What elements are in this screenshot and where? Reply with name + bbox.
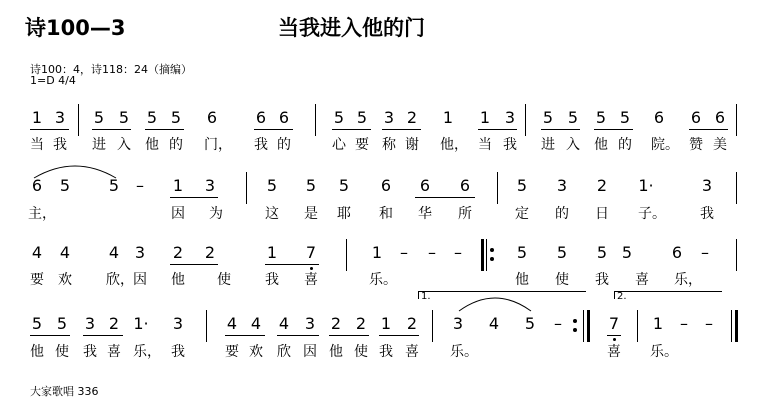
- lyric: 日: [595, 206, 609, 222]
- lyric: 这: [265, 206, 279, 222]
- lyric: 喜: [405, 344, 419, 360]
- underline: [415, 197, 475, 198]
- volta-2-label: 2.: [617, 291, 627, 302]
- note: 2: [172, 243, 184, 262]
- lyric: 乐，: [674, 272, 702, 288]
- lyric: 因: [171, 206, 185, 222]
- note: 6: [206, 108, 218, 127]
- note: 6: [653, 108, 665, 127]
- lyric: 欣，: [106, 272, 134, 288]
- note: 1: [442, 108, 454, 127]
- underline: [277, 335, 319, 336]
- note: 2: [108, 314, 120, 333]
- lyric: 使: [55, 344, 69, 360]
- note: –: [680, 314, 688, 333]
- lyric: 喜: [304, 272, 318, 288]
- lyric: 乐。: [450, 344, 478, 360]
- note: 3: [304, 314, 316, 333]
- note: 3: [134, 243, 146, 262]
- note: 4: [278, 314, 290, 333]
- lyric: 要: [30, 272, 44, 288]
- lyric: 我: [265, 272, 279, 288]
- note: 3: [54, 108, 66, 127]
- note: 5: [59, 176, 71, 195]
- lyric: 喜: [107, 344, 121, 360]
- note: –: [705, 314, 713, 333]
- barline: [497, 172, 498, 204]
- underline: [607, 335, 621, 336]
- lyric: 欢: [58, 272, 72, 288]
- lyric: 我: [700, 206, 714, 222]
- underline: [145, 129, 184, 130]
- lower-octave-dot: [613, 338, 616, 341]
- slur: [455, 293, 535, 313]
- lyric: 定: [515, 206, 529, 222]
- note: 4: [31, 243, 43, 262]
- note: 1: [380, 314, 392, 333]
- note: –: [454, 243, 462, 262]
- volta-1-bracket: [418, 291, 586, 292]
- lyric: 我: [254, 137, 268, 153]
- underline: [170, 197, 218, 198]
- note: 5: [356, 108, 368, 127]
- lyric: 因: [303, 344, 317, 360]
- note: 6: [714, 108, 726, 127]
- note: 5: [516, 243, 528, 262]
- barline: [583, 310, 584, 342]
- note: 6: [31, 176, 43, 195]
- lyric: 入: [566, 137, 580, 153]
- lyric: 赞: [689, 137, 703, 153]
- underline: [225, 335, 265, 336]
- note: 3: [172, 314, 184, 333]
- note: 5: [338, 176, 350, 195]
- lyric: 进: [92, 137, 106, 153]
- note: 3: [452, 314, 464, 333]
- volta-1-label: 1.: [421, 291, 431, 302]
- lyric: 门，: [204, 137, 232, 153]
- lyric: 乐，: [133, 344, 161, 360]
- barline: [731, 310, 732, 342]
- lyric: 他: [30, 344, 44, 360]
- note: 5: [31, 314, 43, 333]
- note: 5: [516, 176, 528, 195]
- note: 1·: [638, 176, 654, 195]
- lyric: 使: [217, 272, 231, 288]
- underline: [254, 129, 293, 130]
- lyric: 欢: [249, 344, 263, 360]
- lyric: 的: [277, 137, 291, 153]
- lyric: 心: [332, 137, 346, 153]
- lyric: 的: [555, 206, 569, 222]
- note: 6: [255, 108, 267, 127]
- note: 4: [59, 243, 71, 262]
- note: 2: [406, 314, 418, 333]
- lyric: 乐。: [650, 344, 678, 360]
- note: 3: [504, 108, 516, 127]
- repeat-dot: [490, 257, 494, 261]
- note: 4: [488, 314, 500, 333]
- underline: [478, 129, 517, 130]
- lyric: 是: [304, 206, 318, 222]
- lyric: 使: [354, 344, 368, 360]
- barline: [736, 172, 737, 204]
- lyric: 他: [594, 137, 608, 153]
- underline: [332, 129, 371, 130]
- note: 1: [31, 108, 43, 127]
- note: 5: [524, 314, 536, 333]
- lyric: 华: [418, 206, 432, 222]
- volta-2-bracket-end: [614, 291, 615, 299]
- note: 1·: [133, 314, 149, 333]
- note: –: [554, 314, 562, 333]
- note: 6: [278, 108, 290, 127]
- slur: [30, 160, 120, 180]
- underline: [382, 129, 421, 130]
- note: 5: [108, 176, 120, 195]
- underline: [379, 335, 419, 336]
- note: –: [701, 243, 709, 262]
- note: 1: [479, 108, 491, 127]
- note: 4: [226, 314, 238, 333]
- lyric: 耶: [337, 206, 351, 222]
- barline: [736, 104, 737, 136]
- note: 5: [596, 243, 608, 262]
- note: 5: [146, 108, 158, 127]
- lyric: 使: [555, 272, 569, 288]
- lyric: 乐。: [369, 272, 397, 288]
- lyric: 他: [329, 344, 343, 360]
- lyric: 子。: [638, 206, 666, 222]
- note: 1: [172, 176, 184, 195]
- lyric: 进: [541, 137, 555, 153]
- underline: [30, 335, 70, 336]
- volta-1-bracket-end: [418, 291, 419, 299]
- lyric: 因: [133, 272, 147, 288]
- note: 5: [595, 108, 607, 127]
- note: 2: [596, 176, 608, 195]
- lyric: 称: [382, 137, 396, 153]
- note: 5: [333, 108, 345, 127]
- note: –: [400, 243, 408, 262]
- barline: [525, 104, 526, 136]
- lyric: 我: [83, 344, 97, 360]
- scripture-source: 诗100：4，诗118：24（摘编）: [30, 63, 192, 76]
- lyric: 当: [30, 137, 44, 153]
- final-barline: [735, 310, 738, 342]
- note: 3: [204, 176, 216, 195]
- note: –: [136, 176, 144, 195]
- note: 4: [250, 314, 262, 333]
- lyric: 所: [458, 206, 472, 222]
- note: 1: [652, 314, 664, 333]
- underline: [541, 129, 580, 130]
- note: 1: [371, 243, 383, 262]
- note: 5: [266, 176, 278, 195]
- footer-source: 大家歌唱 336: [30, 385, 99, 398]
- repeat-end-barline: [587, 310, 590, 342]
- lyric: 为: [209, 206, 223, 222]
- underline: [594, 129, 633, 130]
- note: 5: [118, 108, 130, 127]
- note: 6: [419, 176, 431, 195]
- note: 3: [383, 108, 395, 127]
- barline: [346, 239, 347, 271]
- barline: [315, 104, 316, 136]
- repeat-dot: [573, 328, 577, 332]
- underline: [92, 129, 131, 130]
- barline: [637, 310, 638, 342]
- note: 6: [380, 176, 392, 195]
- lyric: 要: [225, 344, 239, 360]
- note: 3: [84, 314, 96, 333]
- underline: [170, 264, 218, 265]
- note: 5: [56, 314, 68, 333]
- note: 6: [671, 243, 683, 262]
- repeat-start-barline: [481, 239, 484, 271]
- note: 4: [108, 243, 120, 262]
- lyric: 的: [169, 137, 183, 153]
- key-signature: 1=D 4/4: [30, 74, 76, 87]
- lyric: 我: [379, 344, 393, 360]
- lyric: 我: [53, 137, 67, 153]
- underline: [329, 335, 369, 336]
- note: 2: [355, 314, 367, 333]
- underline: [30, 129, 69, 130]
- lyric: 喜: [607, 344, 621, 360]
- lyric: 他: [145, 137, 159, 153]
- hymn-number: 诗100—3: [25, 16, 126, 40]
- repeat-dot: [573, 319, 577, 323]
- lyric: 他: [171, 272, 185, 288]
- lyric: 他: [515, 272, 529, 288]
- barline: [486, 239, 487, 271]
- note: 5: [567, 108, 579, 127]
- lyric: 美: [713, 137, 727, 153]
- lyric: 院。: [651, 137, 679, 153]
- volta-2-bracket: [614, 291, 722, 292]
- note: 5: [305, 176, 317, 195]
- note: 2: [330, 314, 342, 333]
- note: 5: [556, 243, 568, 262]
- underline: [83, 335, 123, 336]
- note: 6: [690, 108, 702, 127]
- note: –: [428, 243, 436, 262]
- note: 5: [542, 108, 554, 127]
- lyric: 和: [379, 206, 393, 222]
- note: 3: [701, 176, 713, 195]
- lyric: 要: [355, 137, 369, 153]
- barline: [246, 172, 247, 204]
- lyric: 他，: [440, 137, 468, 153]
- lyric: 主，: [28, 206, 56, 222]
- lyric: 入: [117, 137, 131, 153]
- lyric: 我: [503, 137, 517, 153]
- note: 5: [170, 108, 182, 127]
- lyric: 我: [171, 344, 185, 360]
- lyric: 我: [595, 272, 609, 288]
- note: 2: [406, 108, 418, 127]
- lyric: 的: [618, 137, 632, 153]
- barline: [78, 104, 79, 136]
- underline: [265, 264, 319, 265]
- lower-octave-dot: [310, 267, 313, 270]
- note: 5: [619, 108, 631, 127]
- song-title: 当我进入他的门: [278, 16, 425, 40]
- lyric: 当: [478, 137, 492, 153]
- note: 5: [621, 243, 633, 262]
- barline: [432, 310, 433, 342]
- lyric: 喜: [635, 272, 649, 288]
- note: 7: [305, 243, 317, 262]
- note: 1: [266, 243, 278, 262]
- lyric: 欣: [277, 344, 291, 360]
- note: 3: [556, 176, 568, 195]
- note: 6: [459, 176, 471, 195]
- note: 5: [93, 108, 105, 127]
- note: 7: [608, 314, 620, 333]
- lyric: 谢: [405, 137, 419, 153]
- repeat-dot: [490, 248, 494, 252]
- barline: [206, 310, 207, 342]
- barline: [736, 239, 737, 271]
- underline: [689, 129, 728, 130]
- note: 2: [204, 243, 216, 262]
